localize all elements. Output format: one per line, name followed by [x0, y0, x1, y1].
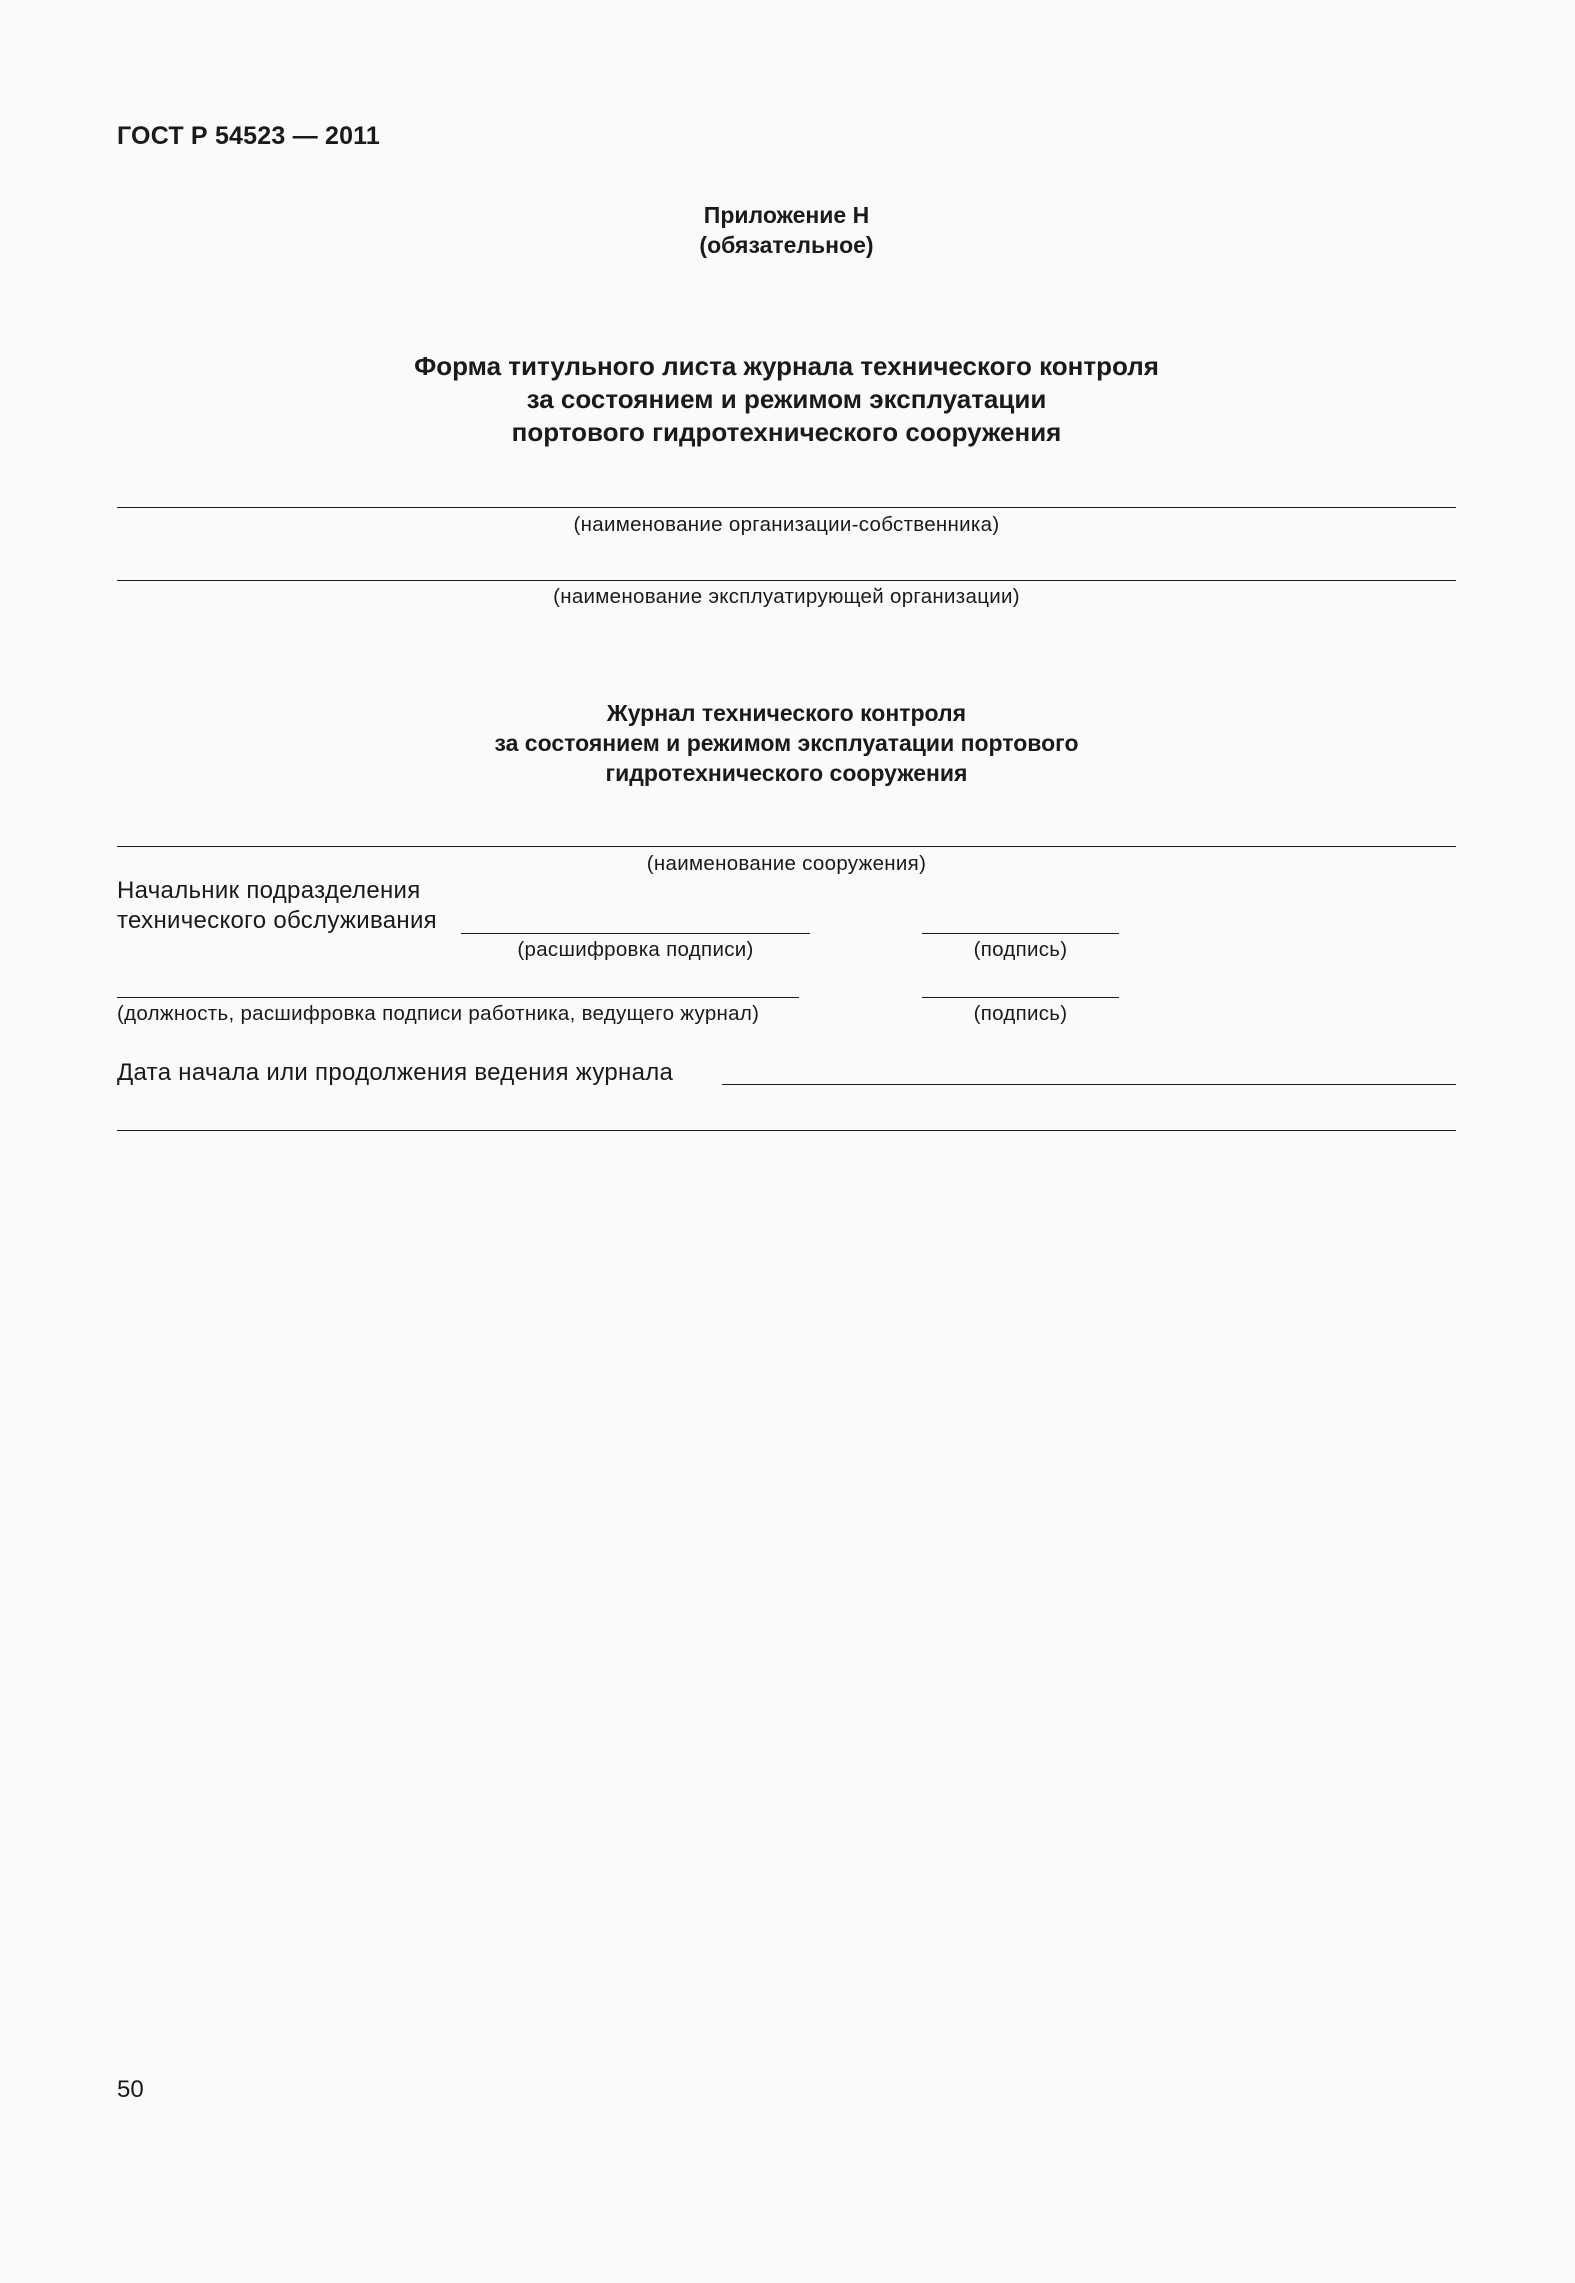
head-decoding-line[interactable] — [461, 933, 810, 934]
journal-title-line-3: гидротехнического сооружения — [605, 760, 968, 786]
date-extra-line[interactable] — [117, 1130, 1456, 1131]
page-number: 50 — [117, 2076, 144, 2103]
operator-org-line[interactable] — [117, 580, 1456, 581]
operator-org-caption: (наименование эксплуатирующей организации) — [553, 585, 1020, 608]
owner-org-caption: (наименование организации-собственника) — [573, 513, 1000, 536]
date-line[interactable] — [722, 1084, 1456, 1085]
head-signature-caption: (подпись) — [973, 938, 1068, 961]
journal-title-line-2: за состоянием и режимом эксплуатации портового — [494, 730, 1079, 756]
head-signature-line[interactable] — [922, 933, 1119, 934]
annex-status: (обязательное) — [699, 232, 874, 258]
form-title — [117, 350, 1456, 449]
worker-signature-caption: (подпись) — [973, 1002, 1068, 1025]
head-label-line-1: Начальник подразделения — [117, 877, 421, 904]
annex-title: Приложение Н — [703, 202, 870, 228]
structure-name-line[interactable] — [117, 846, 1456, 847]
worker-signature-line[interactable] — [922, 997, 1119, 998]
form-title-line-3: портового гидротехнического сооружения — [511, 417, 1062, 447]
journal-title-line-1: Журнал технического контроля — [606, 700, 967, 726]
document-header: ГОСТ Р 54523 — 2011 — [117, 122, 381, 150]
worker-line[interactable] — [117, 997, 799, 998]
annex-heading — [117, 200, 1456, 260]
head-label-line-2: технического обслуживания — [117, 907, 437, 934]
form-title-line-1: Форма титульного листа журнала технического контроля — [414, 351, 1159, 381]
owner-org-line[interactable] — [117, 507, 1456, 508]
journal-title — [117, 698, 1456, 788]
worker-caption: (должность, расшифровка подписи работника, ведущего журнал) — [117, 1002, 760, 1025]
structure-name-caption: (наименование сооружения) — [646, 852, 927, 875]
date-label: Дата начала или продолжения ведения журнала — [117, 1059, 674, 1086]
form-title-line-2: за состоянием и режимом эксплуатации — [526, 384, 1047, 414]
head-decoding-caption: (расшифровка подписи) — [517, 938, 754, 961]
